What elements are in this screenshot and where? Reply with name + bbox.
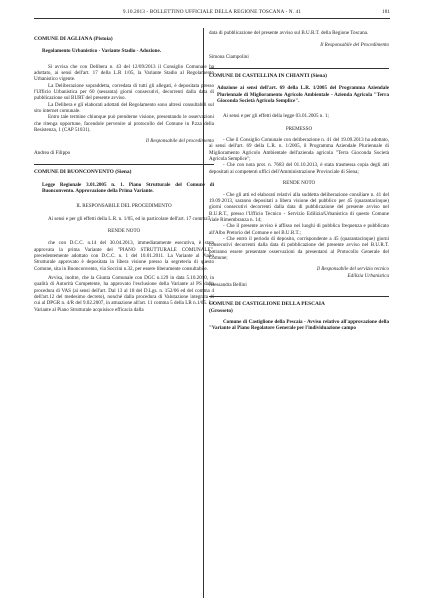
notice-entity-castiglione: COMUNE DI CASTIGLIONE DELLA PESCAIA <box>209 301 325 308</box>
paragraph: - Che con nota prot. n. 7683 del 01.10.2013, è stata trasmessa copia degli atti depositati ai competenti uffici dell'Amministrazione Provinciale di Siena; <box>209 162 389 175</box>
signature-name: Simona Ciampolini <box>209 53 249 60</box>
page-header <box>34 8 390 19</box>
section-heading: IL RESPONSABILE DEL PROCEDIMENTO <box>76 203 172 210</box>
header-title: 9.10.2013 - BOLLETTINO UFFICIALE DELLA REGIONE TOSCANA - N. 41 <box>122 9 302 15</box>
left-column <box>34 32 214 313</box>
paragraph: - Che gli atti ed elaborati relativi alla suddetta deliberazione consiliare n. 41 del 19.09.2013, saranno depositati a libera visione del pubblico per 45 (quarantacinque) giorni consecutivi decorrenti dalla data di pubblicazione del presente avviso nel B.U.R.T., presso l'Ufficio Tecnico - Servizio Edilizia/Urbanistica di questo Comune viale Rimembranza n. 14; <box>209 191 389 223</box>
notice-entity-castellina: COMUNE DI CASTELLINA IN CHIANTI (Siena) <box>209 73 327 80</box>
paragraph: Ai sensi e per gli effetti della legge 03.01.2005 n. 1; <box>223 113 329 120</box>
signature-name: Alessandra Bellini <box>209 281 247 288</box>
paragraph: Entro tale termine chiunque può prenderne visione, presentando le osservazioni che ritenga opportune, facendole pervenire al protocollo del Comune in P.zza della Resistenza, 1 (CAP 51031). <box>34 114 214 134</box>
notice-entity-buonconvento: COMUNE DI BUONCONVENTO (Siena) <box>34 169 132 176</box>
paragraph: - Che entro il periodo di deposito, corrispondente a 45 (quarantacinque) giorni consecutivi decorrenti dalla data di pubblicazione del presente avviso nel B.U.R.T. potranno essere presentate osservazioni da presentarsi al Protocollo Generale del Comune; <box>209 235 389 261</box>
paragraph: Avvisa, inoltre, che la Giunta Comunale con DGC n.129 in data 5.10.2010, in qualità di Autorità Competente, ha approvato l'esclusione della Variante al PS dalla procedura di VAS (ai sensi dell'art. Dal 13 al 18 del D.Lgs. n. 152/06 ed del comma 4 dell'art.12 del medesimo decreto), nonché dalla procedura di Valutazione integrata di cui al DPGR n. 4/R del 9.02.2007, in attuazione all'art. 11 comma 5 della LR n.1/05. La Variante al Piano Strutturale acquisisce efficacia dalla <box>34 274 214 313</box>
section-divider <box>209 68 389 69</box>
paragraph: Si avvisa che con Delibera n. 43 del 12/09/2013 il Consiglio Comunale ha adottato, ai sensi dell'art. 17 della L.R 1/05, la Variante Stadio al Regolamento Urbanistico vigente. <box>34 63 214 83</box>
signature-role: Il Responsabile del servizio tecnico <box>316 266 389 273</box>
right-column <box>209 30 389 338</box>
signature-role: Il Responsabile del procedimento <box>145 138 214 145</box>
section-heading: RENDE NOTO <box>282 180 316 187</box>
signature-role: Il Responsabile del Procedimento <box>320 42 389 49</box>
paragraph: La Delibera e gli elaborati adottati del Regolamento sono altresì consultabili sul sito internet comunale. <box>34 101 214 115</box>
notice-title-castiglione: Comune di Castiglione della Pescaia - Avviso relativo all'approvazione della "Variante al Piano Regolatore Generale per l'individuazione campo <box>209 319 389 332</box>
paragraph: Ai sensi e per gli effetti della L.R. n. 1/05, ed in particolare dell'art. 17 comma7, <box>48 215 212 222</box>
notice-title-castellina: Adozione ai sensi dell'art. 69 della L.R. 1/2005 del Programma Aziendale Pluriennale di Miglioramento Agricolo Ambientale - Azienda Agricola "Terra Gioconda Società Agricola Semplice". <box>217 85 389 105</box>
notice-title-buonconvento: Legge Regionale 3.01.2005 n. 1. Piano Strutturale del Comune di Buonconvento. Approvazione della Prima Variante. <box>42 181 214 194</box>
section-divider <box>34 164 214 165</box>
paragraph: che con D.C.C. n.14 del 30.04.2013, immediatamente esecutiva, è stata approvata la prima Variante del "PIANO STRUTTURALE COMUNALE", precedentemente adottato con D.C.C. n. 1 del 10.01.2011. La Variante al Piano Strutturale approvato è depositata in libera visione presso la segreteria di questo Comune, sita in Buonconvento, via Soccini n.32, per essere liberamente consultabile. <box>34 240 214 272</box>
page-number: 181 <box>382 9 390 15</box>
paragraph: - Che il Consiglio Comunale con deliberazione n. 41 del 19.09.2013 ha adottato, ai sensi dell'art. 69 della L.R. n. 1/2005, il Programma Aziendale Pluriennale di Miglioramento Agricolo Ambientale dell'azienda agricola "Terra Gioconda Società Agricola Semplice"; <box>209 137 389 163</box>
paragraph: data di pubblicazione del presente avviso sul B.U.R.T. della Regione Toscana. <box>209 30 369 36</box>
signature-name: Andrea di Filippo <box>34 149 71 156</box>
notice-entity-agliana: COMUNE DI AGLIANA (Pistoia) <box>34 36 113 42</box>
paragraph: La Deliberazione sopraddetta, corredata di tutti gli allegati, è depositata presso l'Ufficio Urbanistica per 60 (sessanta) giorni consecutivi, decorrenti dalla data di pubblicazione sul BURT del presente avviso. <box>34 82 214 102</box>
signature-role: Edilizia Urbanistica <box>347 272 389 279</box>
section-divider <box>209 296 389 297</box>
paragraph: - Che il presente avviso è affisso nei luoghi di pubblica frequenza e pubblicato all'Albo Pretorio del Comune e nel B.U.R.T.; <box>209 223 389 236</box>
section-heading: PREMESSO <box>285 125 313 132</box>
notice-entity-province: (Grosseto) <box>209 307 233 314</box>
section-heading: RENDE NOTO <box>107 227 141 234</box>
notice-title-agliana: Regolamento Urbanistico - Variante Stadio - Adozione. <box>42 48 161 55</box>
